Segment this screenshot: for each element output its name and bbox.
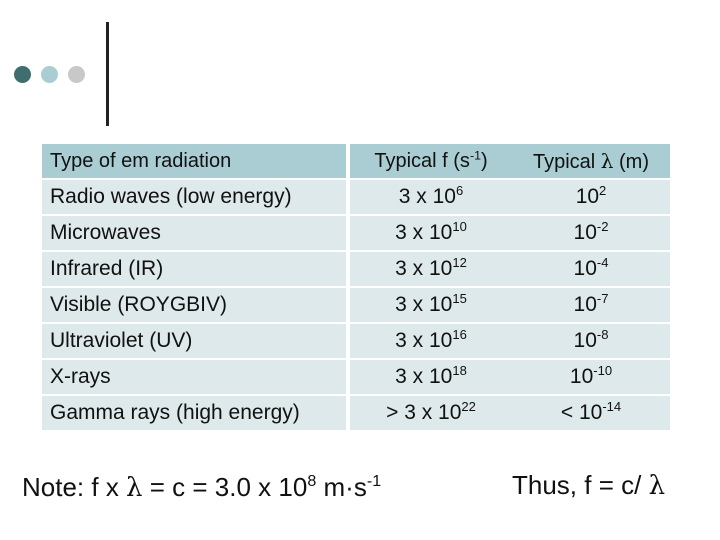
header-wavelength	[512, 144, 670, 180]
frequency-base: 3 x 10	[398, 185, 456, 208]
wavelength-base: 10	[573, 221, 597, 244]
frequency-base: 3 x 10	[395, 221, 453, 244]
decorative-dot-dark	[14, 66, 31, 83]
wavelength-exponent: -7	[596, 290, 609, 306]
header-wavelength-unit: (m)	[613, 150, 650, 173]
table-header-row	[42, 144, 670, 180]
cell-frequency	[346, 360, 512, 396]
cell-radiation-type: Infrared (IR)	[42, 252, 346, 288]
cell-wavelength	[512, 180, 670, 216]
note-equation	[22, 472, 381, 503]
cell-radiation-type: X-rays	[42, 360, 346, 396]
wavelength-exponent: -2	[596, 218, 609, 234]
note-unit-s: s	[353, 472, 367, 502]
thus-text: Thus, f = c/	[512, 470, 649, 500]
header-type-text: Type of em radiation	[50, 149, 232, 172]
cell-frequency	[346, 180, 512, 216]
decorative-vertical-line	[106, 22, 109, 126]
cell-radiation-type: Radio waves (low energy)	[42, 180, 346, 216]
wavelength-base: 10	[575, 185, 600, 208]
frequency-exponent: 22	[461, 398, 476, 414]
frequency-exponent: 18	[452, 362, 467, 378]
wavelength-exponent: -14	[602, 398, 622, 414]
frequency-base: 3 x 10	[395, 365, 453, 388]
wavelength-base: < 10	[560, 401, 603, 424]
table-row	[42, 360, 670, 396]
cell-radiation-type: Ultraviolet (UV)	[42, 324, 346, 360]
frequency-exponent: 6	[455, 182, 464, 198]
lambda-symbol: λ	[600, 148, 614, 173]
note-lambda: λ	[126, 473, 143, 503]
note-exponent-1: 8	[307, 472, 317, 491]
cell-frequency	[346, 252, 512, 288]
wavelength-exponent: -4	[596, 254, 609, 270]
header-frequency-close: )	[480, 149, 488, 172]
wavelength-exponent: 2	[599, 182, 607, 198]
table-row	[42, 180, 670, 216]
cell-frequency	[346, 324, 512, 360]
table-row	[42, 252, 670, 288]
cell-radiation-type: Gamma rays (high energy)	[42, 396, 346, 432]
cell-wavelength	[512, 360, 670, 396]
thus-equation	[512, 470, 665, 501]
wavelength-base: 10	[573, 257, 597, 280]
cell-wavelength	[512, 396, 670, 432]
decorative-dot-gray	[68, 66, 85, 83]
note-prefix: Note: f x	[22, 472, 127, 502]
header-frequency	[346, 144, 512, 180]
frequency-exponent: 12	[452, 254, 467, 270]
cell-radiation-type: Visible (ROYGBIV)	[42, 288, 346, 324]
frequency-base: 3 x 10	[395, 293, 453, 316]
frequency-exponent: 15	[452, 290, 467, 306]
header-type	[42, 144, 346, 180]
wavelength-base: 10	[573, 329, 597, 352]
cell-wavelength	[512, 216, 670, 252]
cell-wavelength	[512, 252, 670, 288]
note-middle: = c = 3.0 x 10	[142, 472, 308, 502]
frequency-exponent: 10	[452, 218, 467, 234]
header-frequency-text: Typical f (s	[374, 149, 470, 172]
header-frequency-exponent: -1	[469, 147, 481, 162]
wavelength-base: 10	[573, 293, 597, 316]
frequency-base: > 3 x 10	[386, 401, 462, 424]
wavelength-exponent: -10	[593, 362, 613, 378]
header-wavelength-text: Typical	[532, 150, 601, 173]
table-row	[42, 324, 670, 360]
frequency-exponent: 16	[452, 326, 467, 342]
cell-wavelength	[512, 324, 670, 360]
thus-lambda: λ	[648, 471, 666, 501]
table-row	[42, 216, 670, 252]
cell-frequency	[346, 396, 512, 432]
decorative-dot-teal	[41, 66, 58, 83]
cell-frequency	[346, 288, 512, 324]
cell-frequency	[346, 216, 512, 252]
em-radiation-table	[42, 144, 670, 432]
note-unit-m: m	[316, 472, 346, 502]
note-dot: ·	[345, 472, 354, 502]
table-row	[42, 396, 670, 432]
frequency-base: 3 x 10	[395, 257, 453, 280]
frequency-base: 3 x 10	[395, 329, 453, 352]
note-exponent-2: -1	[366, 472, 382, 491]
cell-wavelength	[512, 288, 670, 324]
cell-radiation-type: Microwaves	[42, 216, 346, 252]
wavelength-exponent: -8	[596, 326, 609, 342]
wavelength-base: 10	[569, 365, 594, 388]
table-row	[42, 288, 670, 324]
